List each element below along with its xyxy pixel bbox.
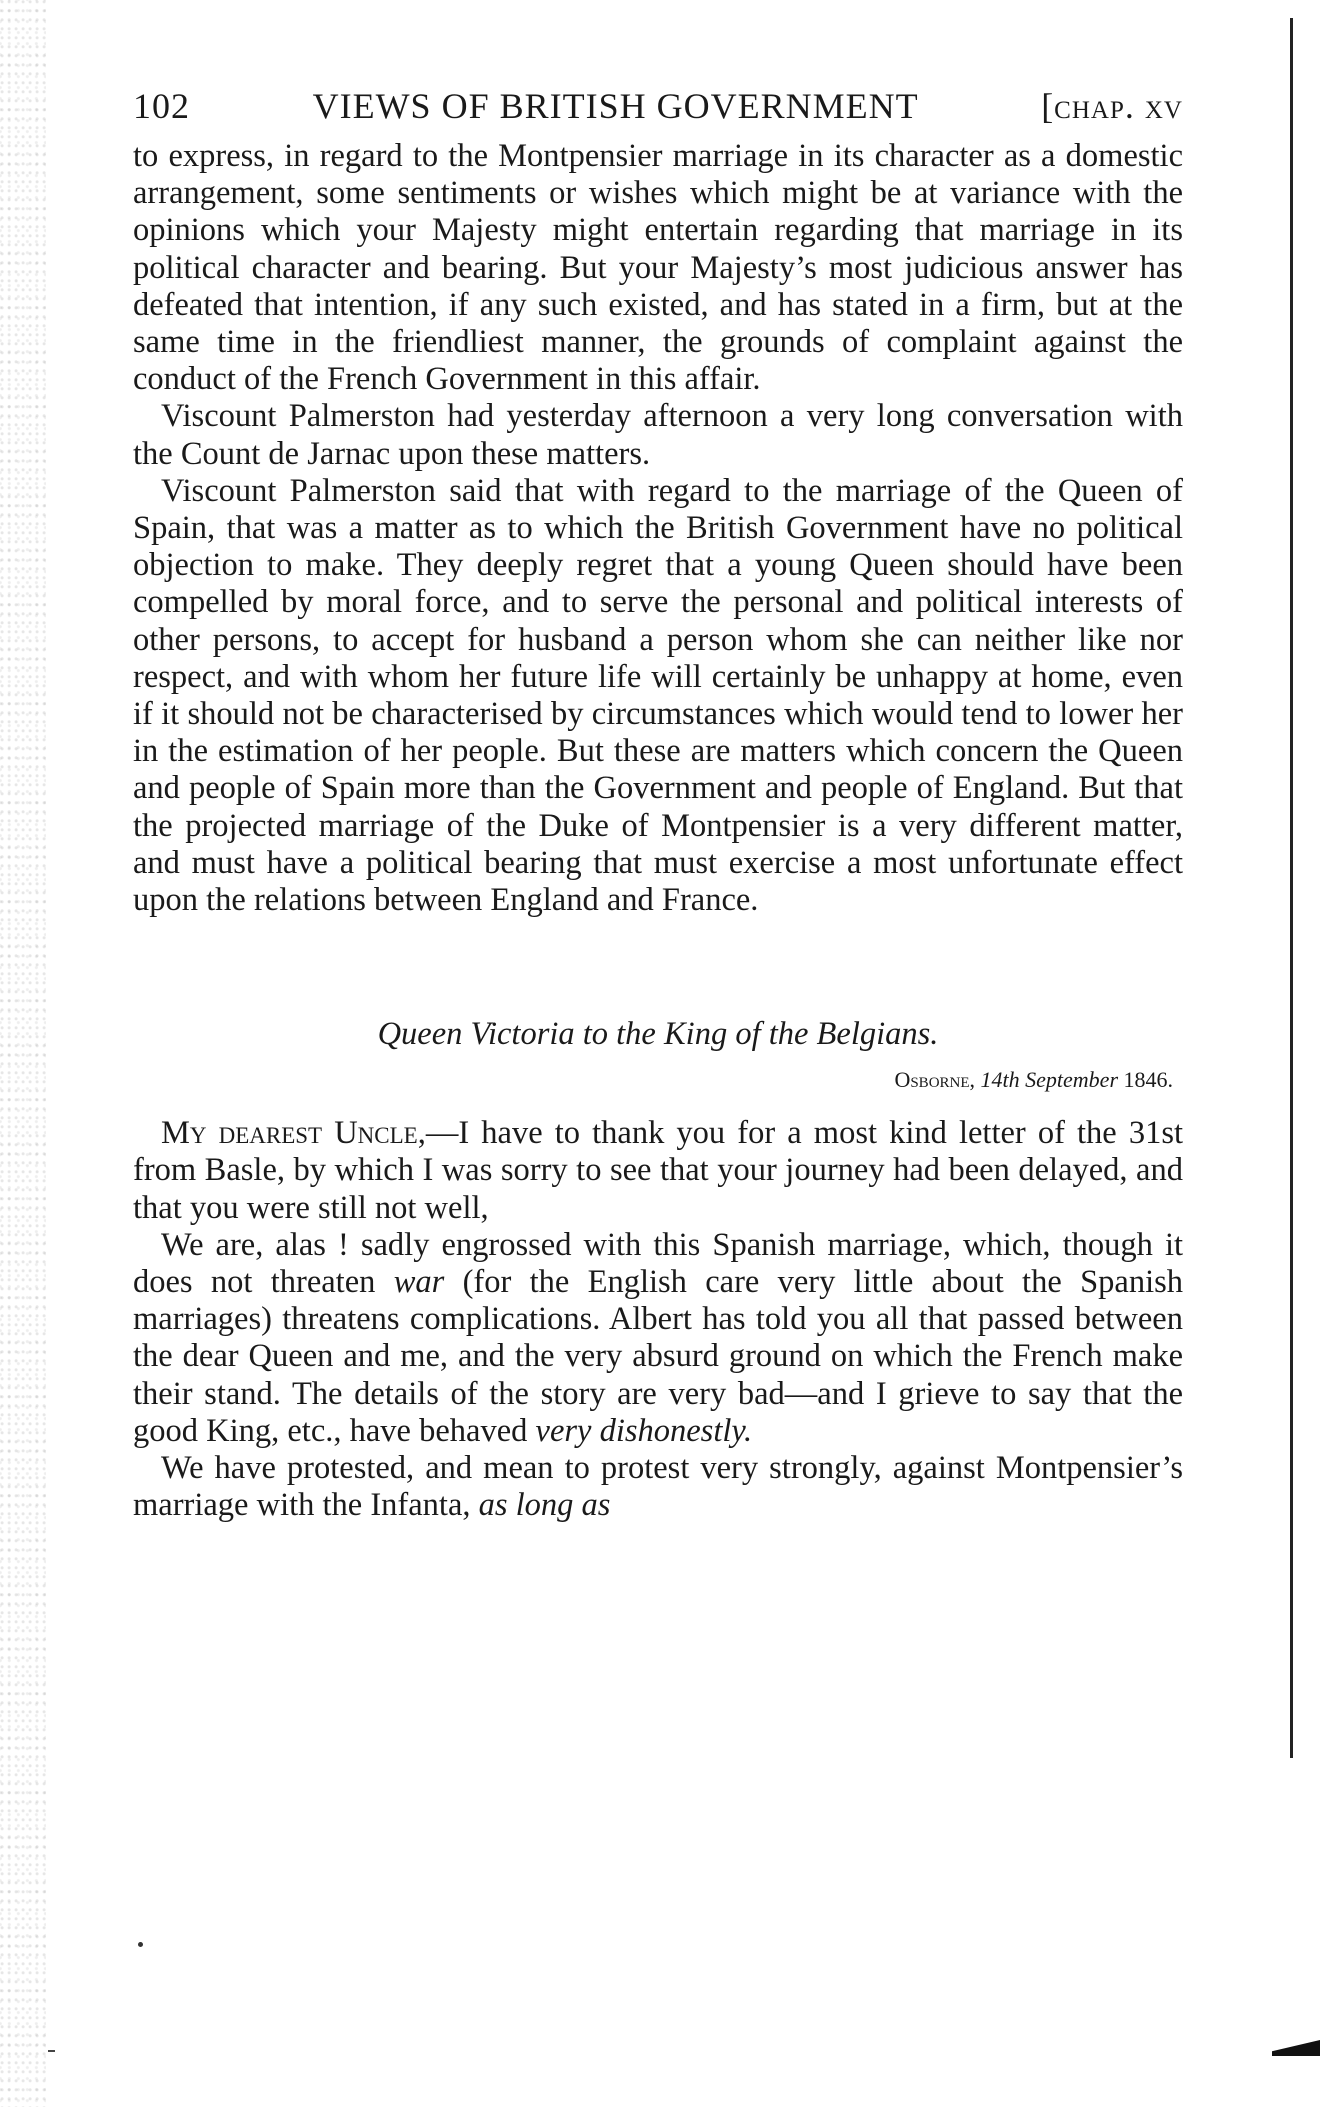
running-title: VIEWS OF BRITISH GOVERNMENT — [312, 86, 919, 126]
letter-dateline — [133, 1065, 1173, 1095]
letter-paragraph — [133, 1450, 1183, 1524]
letter-text: We have protested, and mean to protest very strongly, against Montpensier’s marriage with the Infanta, — [133, 1450, 1183, 1524]
letter-salutation: My dearest Uncle, — [161, 1115, 426, 1152]
emphasis-text: very dishonestly. — [535, 1412, 753, 1449]
emphasis-text: as long as — [478, 1487, 611, 1524]
stray-mark — [48, 2050, 55, 2052]
running-header — [133, 76, 1183, 136]
paragraph: Viscount Palmerston said that with regard to the marriage of the Queen of Spain, that was a matter as to which the British Government have no political objection to make. They deeply regret that a young Queen should have been compelled by moral force, and to serve the personal and political interests of other persons, to accept for husband a person whom she can neither like nor respect, and with whom her future life will certainly be unhappy at home, even if it should not be characterised by circumstances which would tend to lower her in the estimation of her people. But these are matters which concern the Queen and people of Spain more than the Government and people of England. But that the projected marriage of the Duke of Montpensier is a very different matter, and must have a political bearing that must exercise a most unfortunate effect upon the relations between England and France. — [133, 472, 1183, 919]
emphasis-text: war — [393, 1264, 445, 1301]
paragraph-continuation: to express, in regard to the Montpensier marriage in its character as a domestic arrangement, some sentiments or wishes which might be at variance with the opinions which your Majesty might entertain regarding that marriage in its political character and bearing. But your Majesty’s most judicious answer has defeated that intention, if any such existed, and has stated in a firm, but at the same time in the friendliest manner, the grounds of complaint against the conduct of the French Government in this affair. — [133, 138, 1183, 398]
letter-date: 14th September — [980, 1067, 1118, 1093]
letter-place: Osborne, — [894, 1067, 976, 1093]
page-gutter-speckle — [0, 0, 46, 2107]
page-number: 102 — [133, 86, 190, 126]
page-edge-rule — [1290, 18, 1293, 1758]
letter-paragraph — [133, 1115, 1183, 1227]
corner-mark — [1272, 2040, 1320, 2056]
stray-mark — [138, 1942, 143, 1947]
letter-paragraph — [133, 1227, 1183, 1450]
letter-title: Queen Victoria to the King of the Belgians. — [377, 1016, 939, 1053]
chapter-label: [chap. xv — [1041, 86, 1183, 126]
letter-text: We are, alas ! sadly engrossed with this Spanish marriage, which, though it does not threaten — [133, 1226, 1183, 1301]
paragraph: Viscount Palmerston had yesterday afternoon a very long conversation with the Count de Jarnac upon these matters. — [133, 398, 1183, 472]
letter-text: (for the English care very little about the Spanish marriages) threatens complications. Albert has told you all that passed between the dear Queen and me, and the very absurd ground on which the French make their stand. The details of the story are very bad—and I grieve to say that the good King, etc., have behaved — [133, 1264, 1183, 1449]
letter-year: 1846. — [1123, 1067, 1173, 1093]
page-body — [133, 76, 1183, 1525]
letter-text: —I have to thank you for a most kind letter of the 31st from Basle, by which I was sorry to see that your journey had been delayed, and that you were still not well, — [133, 1115, 1183, 1226]
section-gap — [133, 919, 1183, 1015]
